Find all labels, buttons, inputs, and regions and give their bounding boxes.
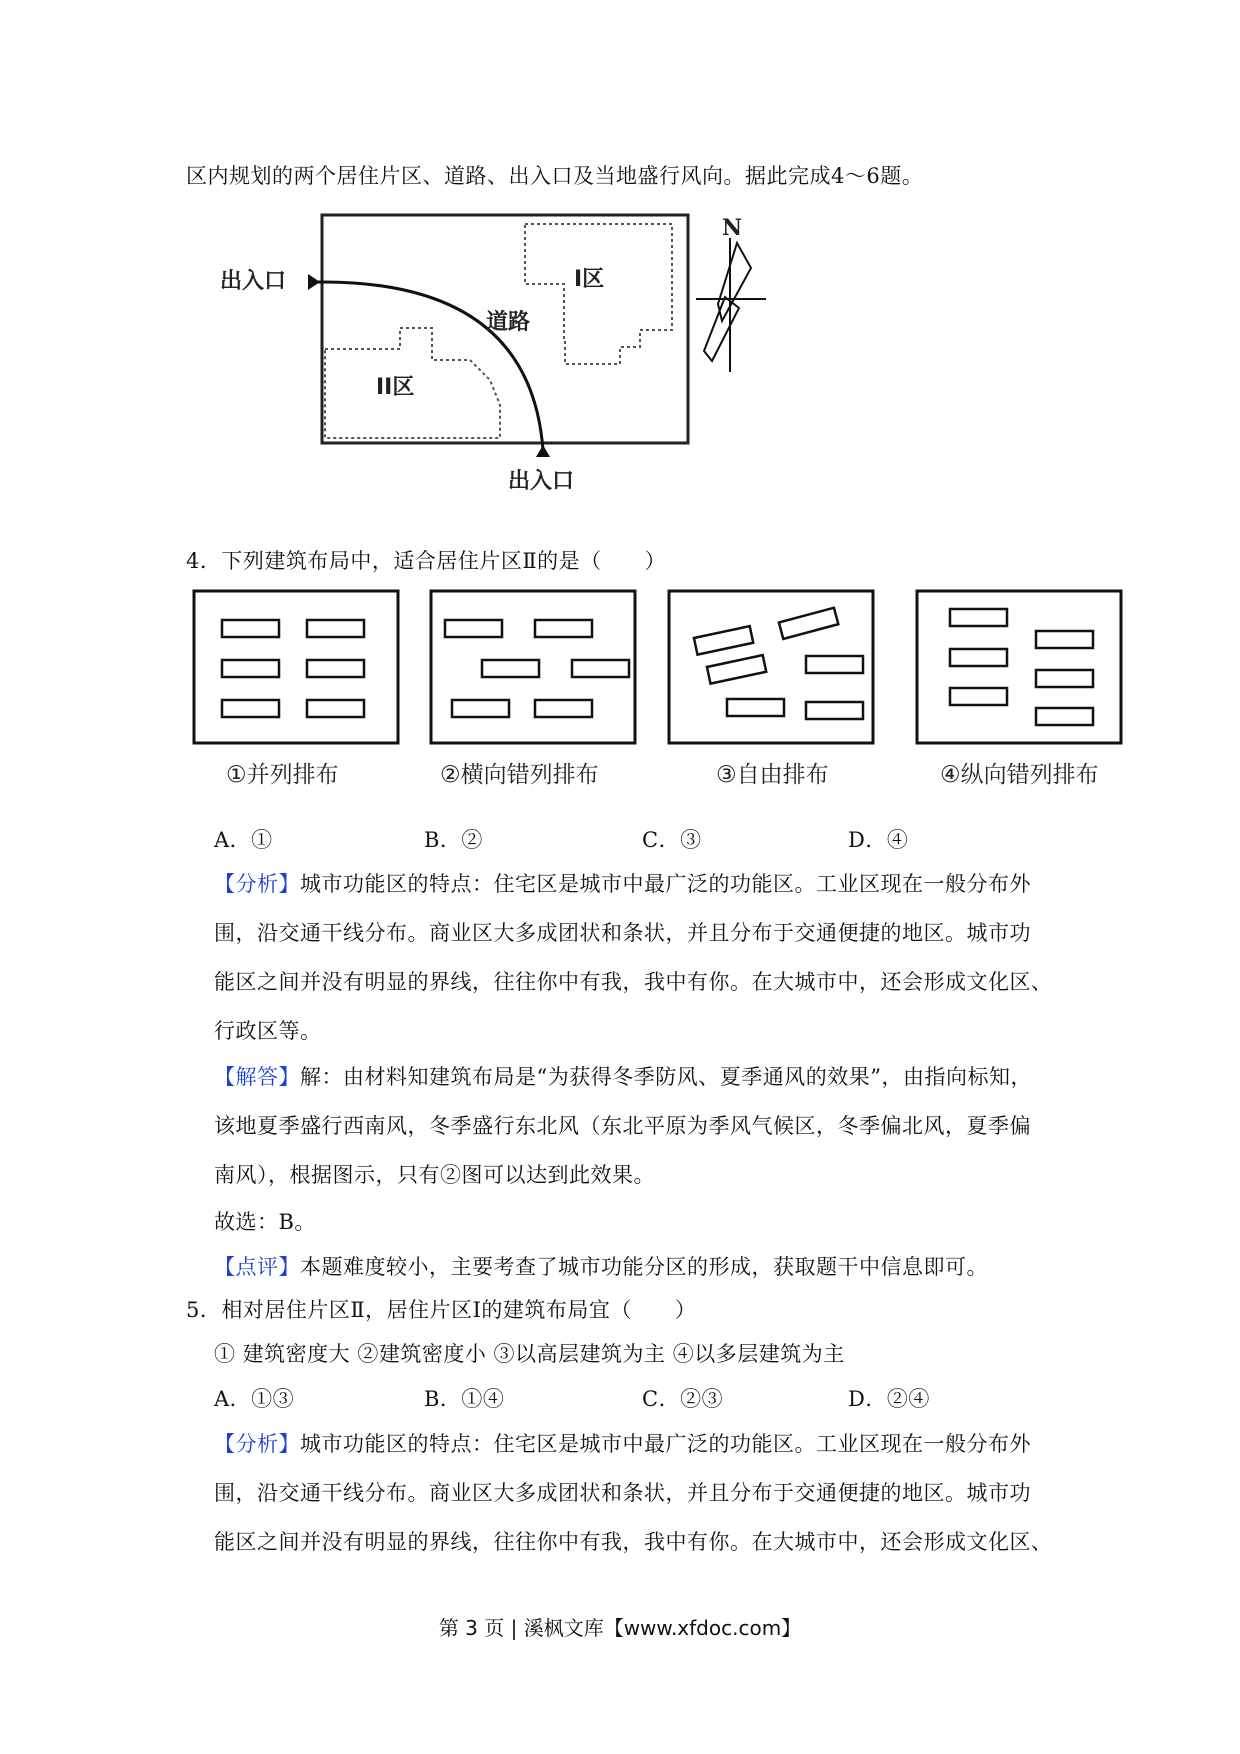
q4-comment-tag: 【点评】 bbox=[214, 1255, 300, 1279]
q4-choice: 故选：B。 bbox=[214, 1210, 316, 1234]
layout2-frame bbox=[431, 591, 635, 743]
q4-option-b: B．② bbox=[424, 828, 483, 852]
entrance-bottom-label: 出入口 bbox=[508, 469, 575, 494]
q5-statements: ① 建筑密度大 ②建筑密度小 ③以高层建筑为主 ④以多层建筑为主 bbox=[214, 1342, 845, 1366]
q4-answer-line-2: 该地夏季盛行西南风，冬季盛行东北风（东北平原为季风气候区，冬季偏北风，夏季偏 bbox=[214, 1114, 1031, 1138]
q4-analysis-line-3: 能区之间并没有明显的界线，往往你中有我，我中有你。在大城市中，还会形成文化区、 bbox=[214, 970, 1053, 994]
q5-option-b: B．①④ bbox=[424, 1387, 505, 1411]
q5-analysis-line-1 bbox=[214, 1430, 1031, 1458]
layout4-buildings bbox=[950, 609, 1093, 725]
layout2-buildings bbox=[445, 620, 629, 717]
north-label: N bbox=[722, 215, 743, 241]
q4-analysis-line-4: 行政区等。 bbox=[214, 1019, 322, 1043]
q4-answer-line-3: 南风），根据图示，只有②图可以达到此效果。 bbox=[214, 1163, 655, 1187]
q5-option-c: C．②③ bbox=[642, 1387, 724, 1411]
layout1-caption: ①并列排布 bbox=[226, 762, 339, 788]
q4-comment-line bbox=[214, 1253, 988, 1281]
layout-diagrams bbox=[0, 585, 1240, 755]
q4-option-c: C．③ bbox=[642, 828, 702, 852]
q4-answer-text-1: 解：由材料知建筑布局是“为获得冬季防风、夏季通风的效果”，由指向标知， bbox=[300, 1065, 1032, 1089]
q5-analysis-line-3: 能区之间并没有明显的界线，往往你中有我，我中有你。在大城市中，还会形成文化区、 bbox=[214, 1530, 1053, 1554]
q5-option-a: A．①③ bbox=[214, 1387, 295, 1411]
intro-text: 区内规划的两个居住片区、道路、出入口及当地盛行风向。据此完成4～6题。 bbox=[186, 164, 924, 188]
zone2-label: II区 bbox=[376, 375, 415, 400]
q4-answer-line-1 bbox=[214, 1063, 1032, 1091]
q4-option-d: D．④ bbox=[848, 828, 909, 852]
layout1-buildings bbox=[222, 620, 364, 717]
wind-rose bbox=[696, 238, 766, 372]
entrance-left-label: 出入口 bbox=[220, 269, 287, 294]
layout1-frame bbox=[194, 591, 398, 743]
q5-stem: 5．相对居住片区Ⅱ，居住片区Ⅰ的建筑布局宜（ ） bbox=[186, 1298, 697, 1322]
q4-analysis-tag: 【分析】 bbox=[214, 872, 300, 896]
layout3-buildings bbox=[694, 608, 863, 719]
page-footer: 第 3 页 | 溪枫文库【www.xfdoc.com】 bbox=[438, 1616, 802, 1640]
zone1-label: I区 bbox=[574, 267, 605, 292]
q5-analysis-line-2: 围，沿交通干线分布。商业区大多成团状和条状，并且分布于交通便捷的地区。城市功 bbox=[214, 1481, 1031, 1505]
entrance-bottom-marker bbox=[536, 445, 550, 457]
layout4-caption: ④纵向错列排布 bbox=[940, 762, 1099, 788]
layout2-caption: ②横向错列排布 bbox=[440, 762, 599, 788]
zone1-boundary bbox=[525, 224, 672, 364]
road-label: 道路 bbox=[486, 310, 531, 335]
q4-answer-tag: 【解答】 bbox=[214, 1065, 300, 1089]
q4-analysis-line-1 bbox=[214, 870, 1031, 898]
layout4-frame bbox=[917, 591, 1121, 743]
q5-analysis-tag: 【分析】 bbox=[214, 1432, 300, 1456]
layout3-caption: ③自由排布 bbox=[716, 762, 829, 788]
q5-analysis-text-1: 城市功能区的特点：住宅区是城市中最广泛的功能区。工业区现在一般分布外 bbox=[300, 1432, 1031, 1456]
q4-analysis-line-2: 围，沿交通干线分布。商业区大多成团状和条状，并且分布于交通便捷的地区。城市功 bbox=[214, 921, 1031, 945]
q4-analysis-text-1: 城市功能区的特点：住宅区是城市中最广泛的功能区。工业区现在一般分布外 bbox=[300, 872, 1031, 896]
q4-option-a: A．① bbox=[214, 828, 273, 852]
q5-option-d: D．②④ bbox=[848, 1387, 930, 1411]
entrance-left-marker bbox=[308, 274, 320, 290]
q4-stem: 4．下列建筑布局中，适合居住片区Ⅱ的是（ ） bbox=[186, 549, 667, 573]
q4-comment-text: 本题难度较小，主要考查了城市功能分区的形成，获取题干中信息即可。 bbox=[300, 1255, 988, 1279]
